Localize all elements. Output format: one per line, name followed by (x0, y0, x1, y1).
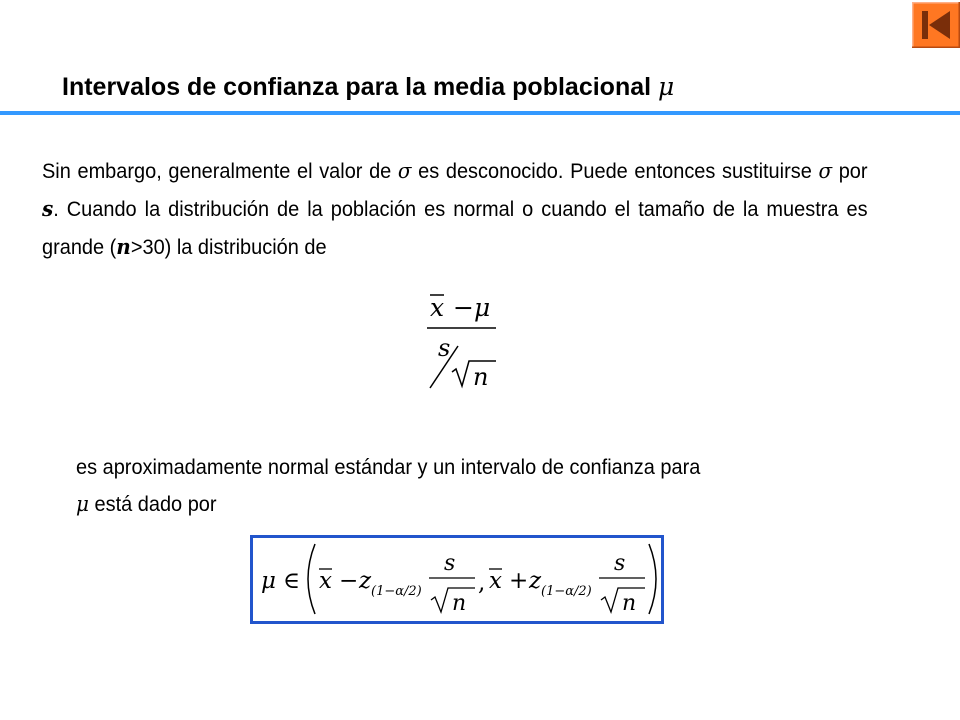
text-segment: es desconocido. Puede entonces sustituirse (411, 160, 819, 183)
z-subscript: (1−α/2) (541, 584, 592, 599)
back-button[interactable] (912, 2, 960, 48)
n-variable: n (452, 591, 467, 616)
title-text: Intervalos de confianza para la media poblacional (62, 73, 652, 101)
s-variable: s (444, 551, 456, 576)
left-parenthesis (308, 544, 315, 614)
n-variable: n (622, 591, 637, 616)
z-subscript: (1−α/2) (371, 584, 422, 599)
text-segment: es aproximadamente normal estándar y un intervalo de confianza para (76, 456, 701, 479)
minus-sign: − (339, 568, 359, 594)
right-parenthesis (649, 544, 656, 614)
text-segment: Sin embargo, generalmente el valor de (42, 160, 398, 183)
title-underline (0, 111, 960, 115)
text-segment: por (832, 160, 868, 183)
sigma-symbol: σ (397, 159, 412, 183)
skip-back-icon (912, 2, 960, 48)
s-variable: s (614, 551, 626, 576)
z-symbol: z (359, 568, 372, 594)
s-variable: s (438, 334, 451, 362)
element-of-symbol: ∈ (283, 568, 301, 594)
conclusion-paragraph (76, 450, 874, 523)
mu-symbol: μ (474, 293, 491, 322)
n-variable: n (116, 234, 131, 259)
page-title (62, 72, 674, 102)
comma: , (478, 570, 486, 596)
s-variable: s (42, 196, 54, 221)
x-bar-symbol: x (319, 568, 332, 594)
n-variable: n (473, 363, 489, 391)
z-symbol: z (529, 568, 542, 594)
mu-symbol: μ (658, 72, 675, 101)
text-segment: está dado por (88, 493, 217, 516)
text-segment: >30) la distribución de (130, 236, 327, 259)
x-bar-symbol: x (489, 568, 502, 594)
sigma-symbol: σ (818, 159, 833, 183)
text-segment: . Cuando la distribución de la población es normal o cuando el tamaño de la muestra es grande ( (42, 198, 868, 259)
minus-sign: − (453, 293, 474, 322)
test-statistic-formula (400, 286, 520, 396)
mu-symbol: μ (261, 568, 276, 594)
intro-paragraph (42, 153, 868, 266)
confidence-interval-formula (250, 535, 664, 624)
mu-symbol: μ (76, 492, 89, 516)
x-bar-symbol: x (430, 293, 445, 322)
plus-sign: + (509, 568, 529, 594)
